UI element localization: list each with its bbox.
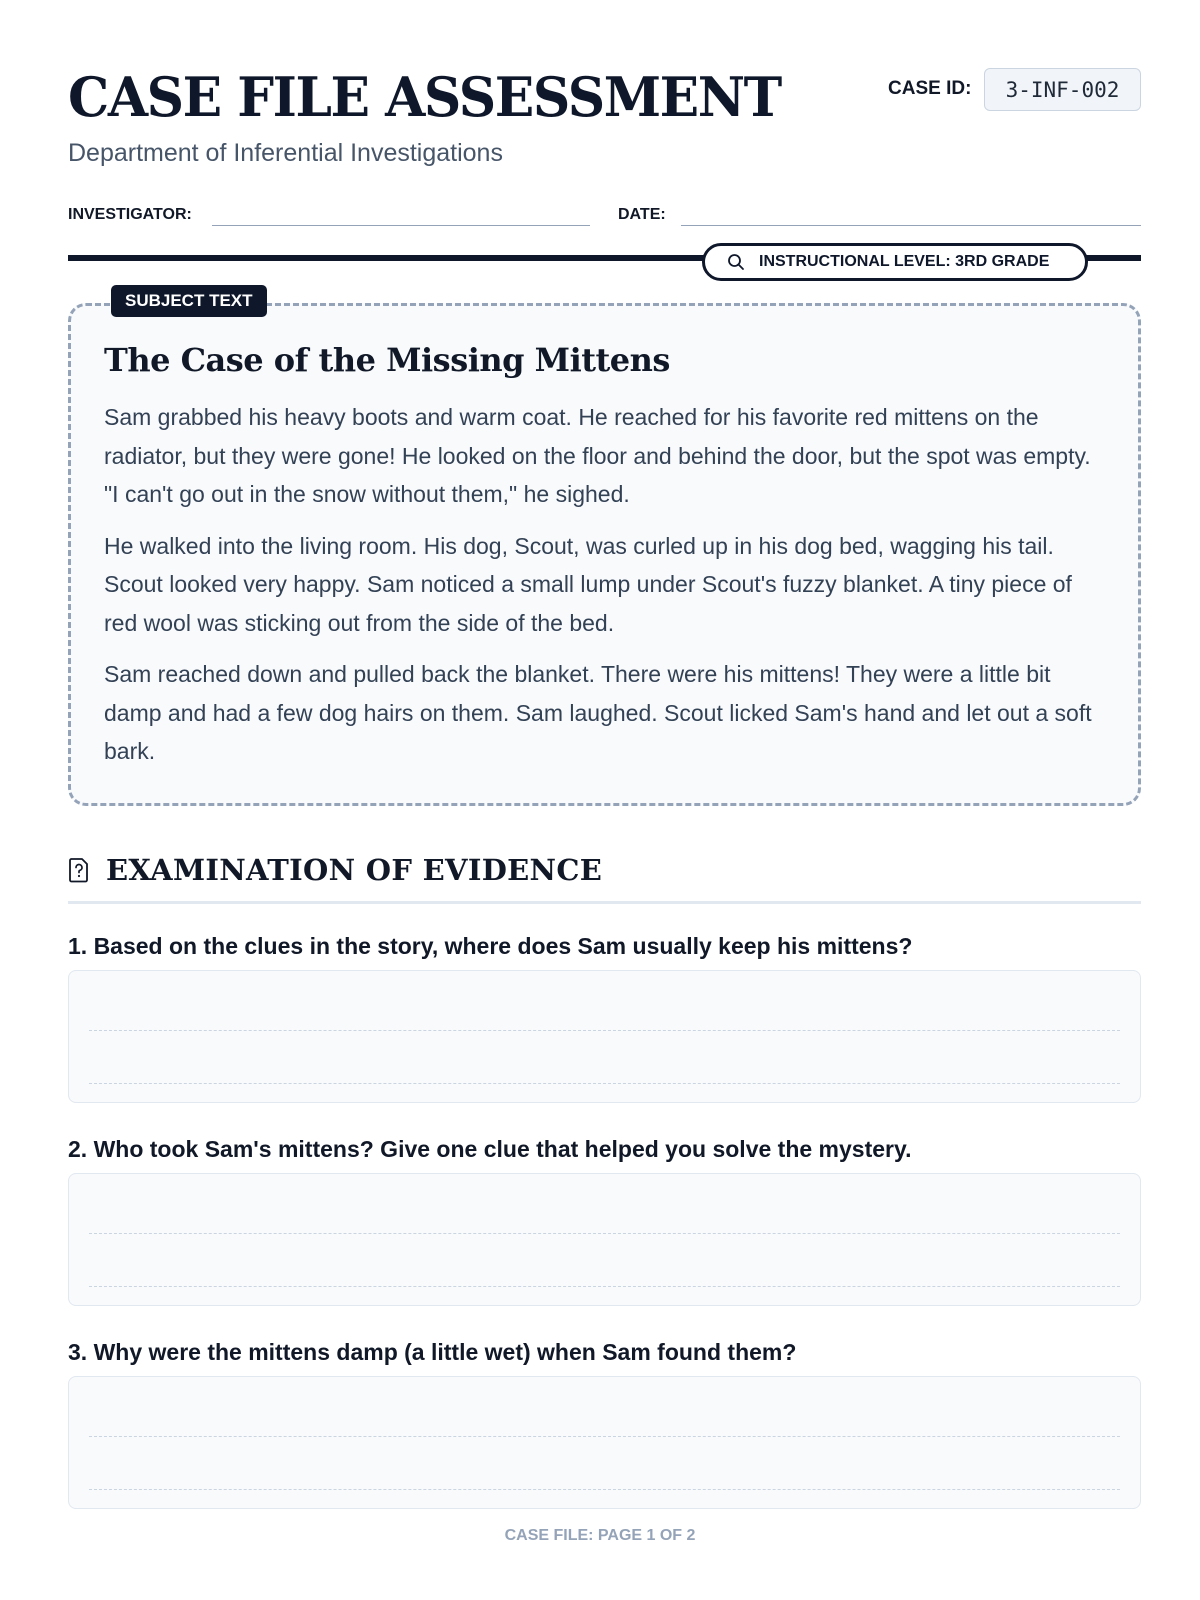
page-title: CASE FILE ASSESSMENT (68, 65, 781, 129)
section-title: EXAMINATION OF EVIDENCE (106, 853, 603, 887)
section-heading (68, 853, 602, 887)
question-2: 2. Who took Sam's mittens? Give one clue that helped you solve the mystery. (68, 1136, 912, 1162)
story-body (104, 398, 1109, 784)
answer-line (89, 1436, 1120, 1437)
subject-text-tag: SUBJECT TEXT (111, 285, 267, 317)
instructional-level-badge (702, 243, 1088, 281)
answer-line (89, 1030, 1120, 1031)
investigator-label: INVESTIGATOR: (68, 206, 192, 223)
case-id-value: 3-INF-002 (984, 68, 1141, 111)
question-1: 1. Based on the clues in the story, where does Sam usually keep his mittens? (68, 933, 913, 959)
answer-line (89, 1233, 1120, 1234)
answer-box-3[interactable] (68, 1376, 1141, 1509)
question-file-icon (68, 857, 90, 883)
answer-line (89, 1489, 1120, 1490)
story-paragraph: He walked into the living room. His dog, Scout, was curled up in his dog bed, wagging his tail. Scout looked very happy. Sam noticed a small lump under Scout's fuzzy blanket. A tiny piece of red wool was sticking out from the side of the bed. (104, 532, 1072, 636)
instructional-level-text: INSTRUCTIONAL LEVEL: 3RD GRADE (759, 253, 1050, 270)
story-title: The Case of the Missing Mittens (104, 341, 670, 379)
answer-line (89, 1083, 1120, 1084)
date-field[interactable] (681, 225, 1141, 226)
answer-box-2[interactable] (68, 1173, 1141, 1306)
section-divider (68, 901, 1141, 904)
answer-box-1[interactable] (68, 970, 1141, 1103)
date-label: DATE: (618, 206, 666, 223)
story-paragraph: Sam grabbed his heavy boots and warm coat. He reached for his favorite red mittens on the radiator, but they were gone! He looked on the floor and behind the door, but the spot was empty. "I can't go out in the snow without them," he sighed. (104, 404, 1091, 507)
investigator-field[interactable] (212, 225, 590, 226)
department-subtitle: Department of Inferential Investigations (68, 139, 503, 167)
search-icon (727, 253, 745, 271)
story-paragraph: Sam reached down and pulled back the blanket. There were his mittens! They were a little bit damp and had a few dog hairs on them. Sam laughed. Scout licked Sam's hand and let out a soft bark. (104, 661, 1092, 764)
question-3: 3. Why were the mittens damp (a little wet) when Sam found them? (68, 1339, 797, 1365)
page-footer: CASE FILE: PAGE 1 OF 2 (504, 1527, 696, 1544)
answer-line (89, 1286, 1120, 1287)
case-id-label: CASE ID: (888, 78, 972, 99)
